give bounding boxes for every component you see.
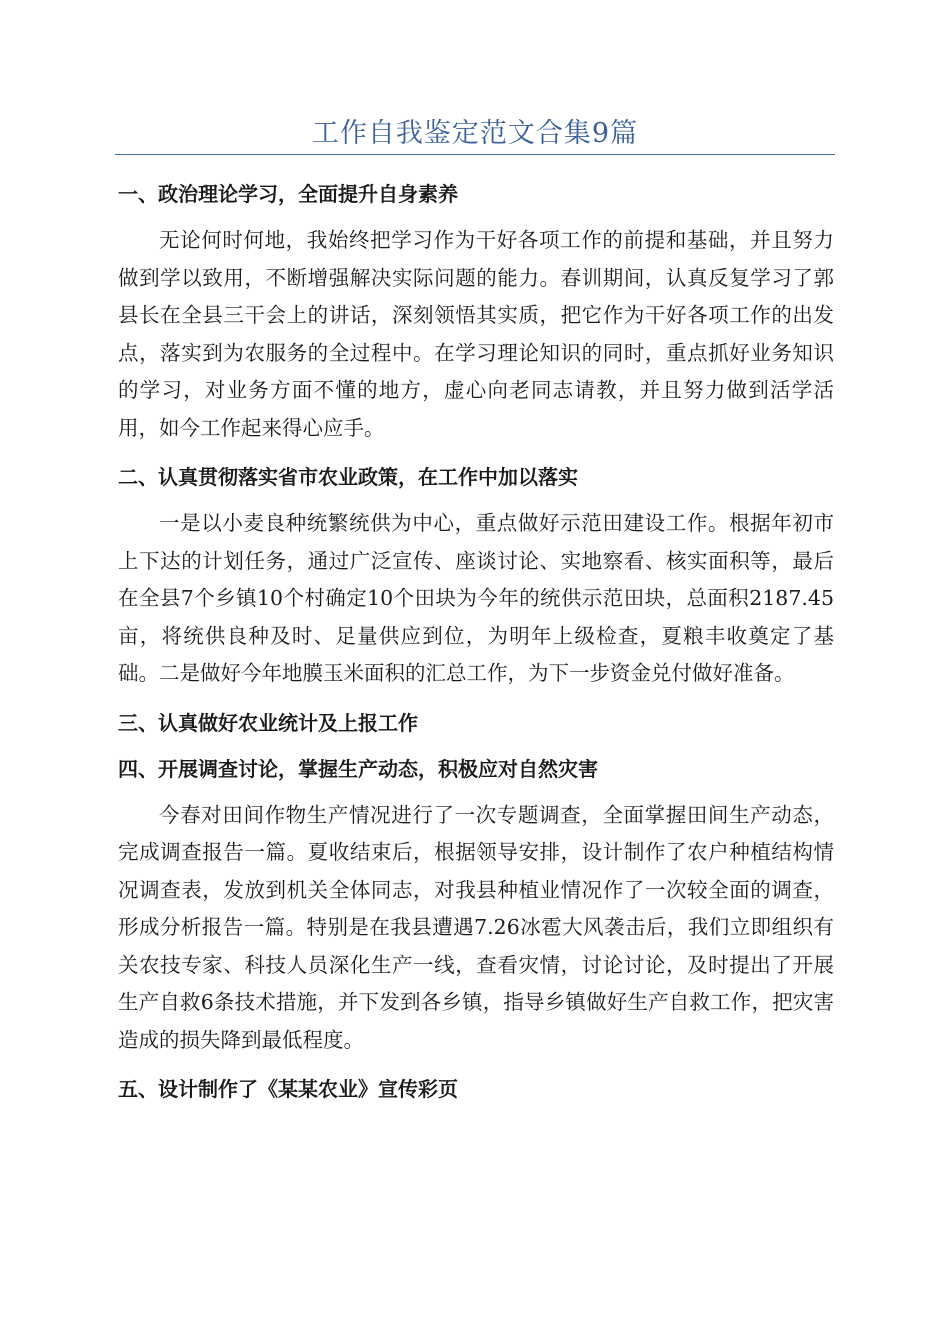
- document-title: 工作自我鉴定范文合集9篇: [311, 118, 639, 149]
- section-heading-5: 五、设计制作了《某某农业》宣传彩页: [118, 1077, 458, 1101]
- title-underline: [115, 154, 835, 155]
- section-heading-4: 四、开展调查讨论，掌握生产动态，积极应对自然灾害: [118, 756, 598, 781]
- section-paragraph-4: 今春对田间作物生产情况进行了一次专题调查，全面掌握田间生产动态，完成调查报告一篇。夏收结束后，根据领导安排，设计制作了农户种植结构情况调查表，发放到机关全体同志，对我县种植业情况作了一次较全面的调查，形成分析报告一篇。特别是在我县遭遇7.26冰雹大风袭击后，我们立即组织有关农技专家、科技人员深化生产一线，查看灾情，讨论讨论，及时提出了开展生产自救6条技术措施，并下发到各乡镇，指导乡镇做好生产自救工作，把灾害造成的损失降到最低程度。: [118, 802, 834, 1052]
- document-body: [118, 176, 834, 1117]
- section-heading-3: 三、认真做好农业统计及上报工作: [118, 710, 418, 735]
- section-heading-1: 一、政治理论学习，全面提升自身素养: [118, 182, 458, 206]
- section-paragraph-1: 无论何时何地，我始终把学习作为干好各项工作的前提和基础，并且努力做到学以致用，不断增强解决实际问题的能力。春训期间，认真反复学习了郭县长在全县三干会上的讲话，深刻领悟其实质，把它作为干好各项工作的出发点，落实到为农服务的全过程中。在学习理论知识的同时，重点抓好业务知识的学习，对业务方面不懂的地方，虚心向老同志请教，并且努力做到活学活用，如今工作起来得心应手。: [118, 228, 834, 440]
- section-heading-2: 二、认真贯彻落实省市农业政策，在工作中加以落实: [118, 465, 578, 489]
- section-paragraph-2: 一是以小麦良种统繁统供为中心，重点做好示范田建设工作。根据年初市上下达的计划任务，通过广泛宣传、座谈讨论、实地察看、核实面积等，最后在全县7个乡镇10个村确定10个田块为今年的统供示范田块，总面积2187.45亩，将统供良种及时、足量供应到位，为明年上级检查，夏粮丰收奠定了基础。二是做好今年地膜玉米面积的汇总工作，为下一步资金兑付做好准备。: [118, 511, 834, 685]
